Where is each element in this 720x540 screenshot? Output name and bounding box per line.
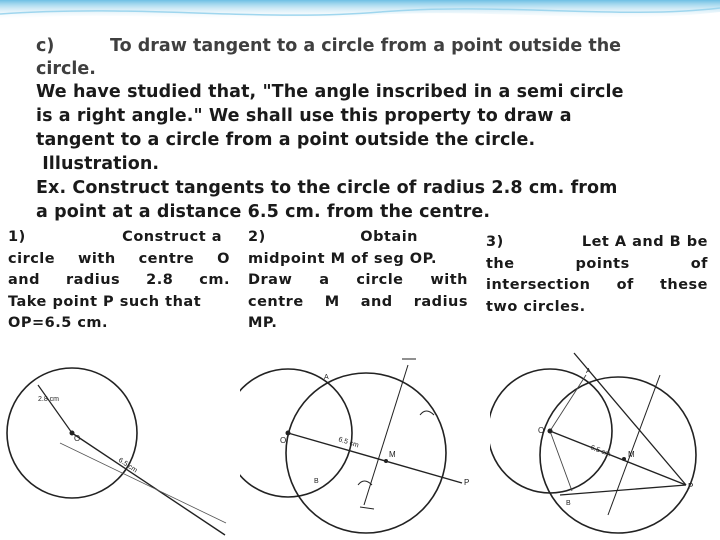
step-line: intersection of these	[486, 277, 708, 293]
step-3-text	[486, 232, 708, 318]
step-line: OP=6.5 cm.	[8, 315, 109, 331]
step-line: centre M and radius	[248, 293, 468, 310]
intro-line: tangent to a circle from a point outside the circle.	[36, 130, 536, 150]
segment-op	[72, 433, 225, 535]
circle-m	[286, 373, 446, 533]
label-o: O	[280, 436, 287, 445]
circle-m	[540, 377, 696, 533]
example-statement: a point at a distance 6.5 cm. from the centre.	[36, 202, 491, 222]
step-2-text	[248, 227, 468, 335]
label-distance: 6.5 cm	[337, 436, 360, 450]
label-o: O	[538, 426, 545, 435]
intro-line: We have studied that, "The angle inscribed in a semi circle	[36, 82, 624, 102]
label-a: A	[586, 368, 591, 375]
label-a: A	[324, 374, 329, 381]
circle-o	[240, 369, 352, 497]
decorative-top-band	[0, 0, 720, 30]
label-p: P	[464, 478, 470, 487]
heading-letter: c)	[36, 36, 55, 56]
illustration-label: Illustration.	[36, 154, 160, 174]
label-o: O	[74, 434, 81, 443]
label-distance: 6.5 cm	[116, 456, 139, 475]
intro-line: is a right angle." We shall use this property to draw a	[36, 106, 572, 126]
label-radius: 2.8 cm	[38, 396, 60, 403]
figure-step-3	[490, 345, 720, 540]
step-line: 1) Construct a	[8, 229, 222, 245]
label-p: P	[688, 482, 694, 491]
step-1-text	[8, 227, 230, 335]
step-line: 3) Let A and B be	[486, 234, 708, 250]
step-line: the points of	[486, 255, 708, 272]
radius-line	[38, 385, 72, 433]
step-line: 2) Obtain	[248, 229, 418, 245]
segment-op	[550, 431, 686, 485]
label-distance: 6.5 cm	[589, 444, 612, 459]
step-line: midpoint M of seg OP.	[248, 250, 438, 267]
label-m: M	[628, 450, 635, 459]
step-line: circle with centre O	[8, 250, 230, 267]
example-statement: Ex. Construct tangents to the circle of radius 2.8 cm. from	[36, 178, 618, 198]
tangent-pa	[574, 353, 686, 485]
figure-step-2	[240, 345, 480, 540]
heading-title: To draw tangent to a circle from a point outside the	[110, 36, 622, 56]
heading-continuation: circle.	[36, 59, 96, 79]
step-line: two circles.	[486, 298, 586, 315]
segment-op	[288, 433, 462, 483]
label-b: B	[314, 478, 319, 485]
figure-step-1	[0, 345, 235, 540]
step-line: Draw a circle with	[248, 272, 468, 288]
label-m: M	[389, 450, 396, 459]
step-line: MP.	[248, 315, 278, 331]
step-line: Take point P such that	[8, 293, 202, 310]
step-line: and radius 2.8 cm.	[8, 272, 230, 288]
label-b: B	[566, 500, 571, 507]
